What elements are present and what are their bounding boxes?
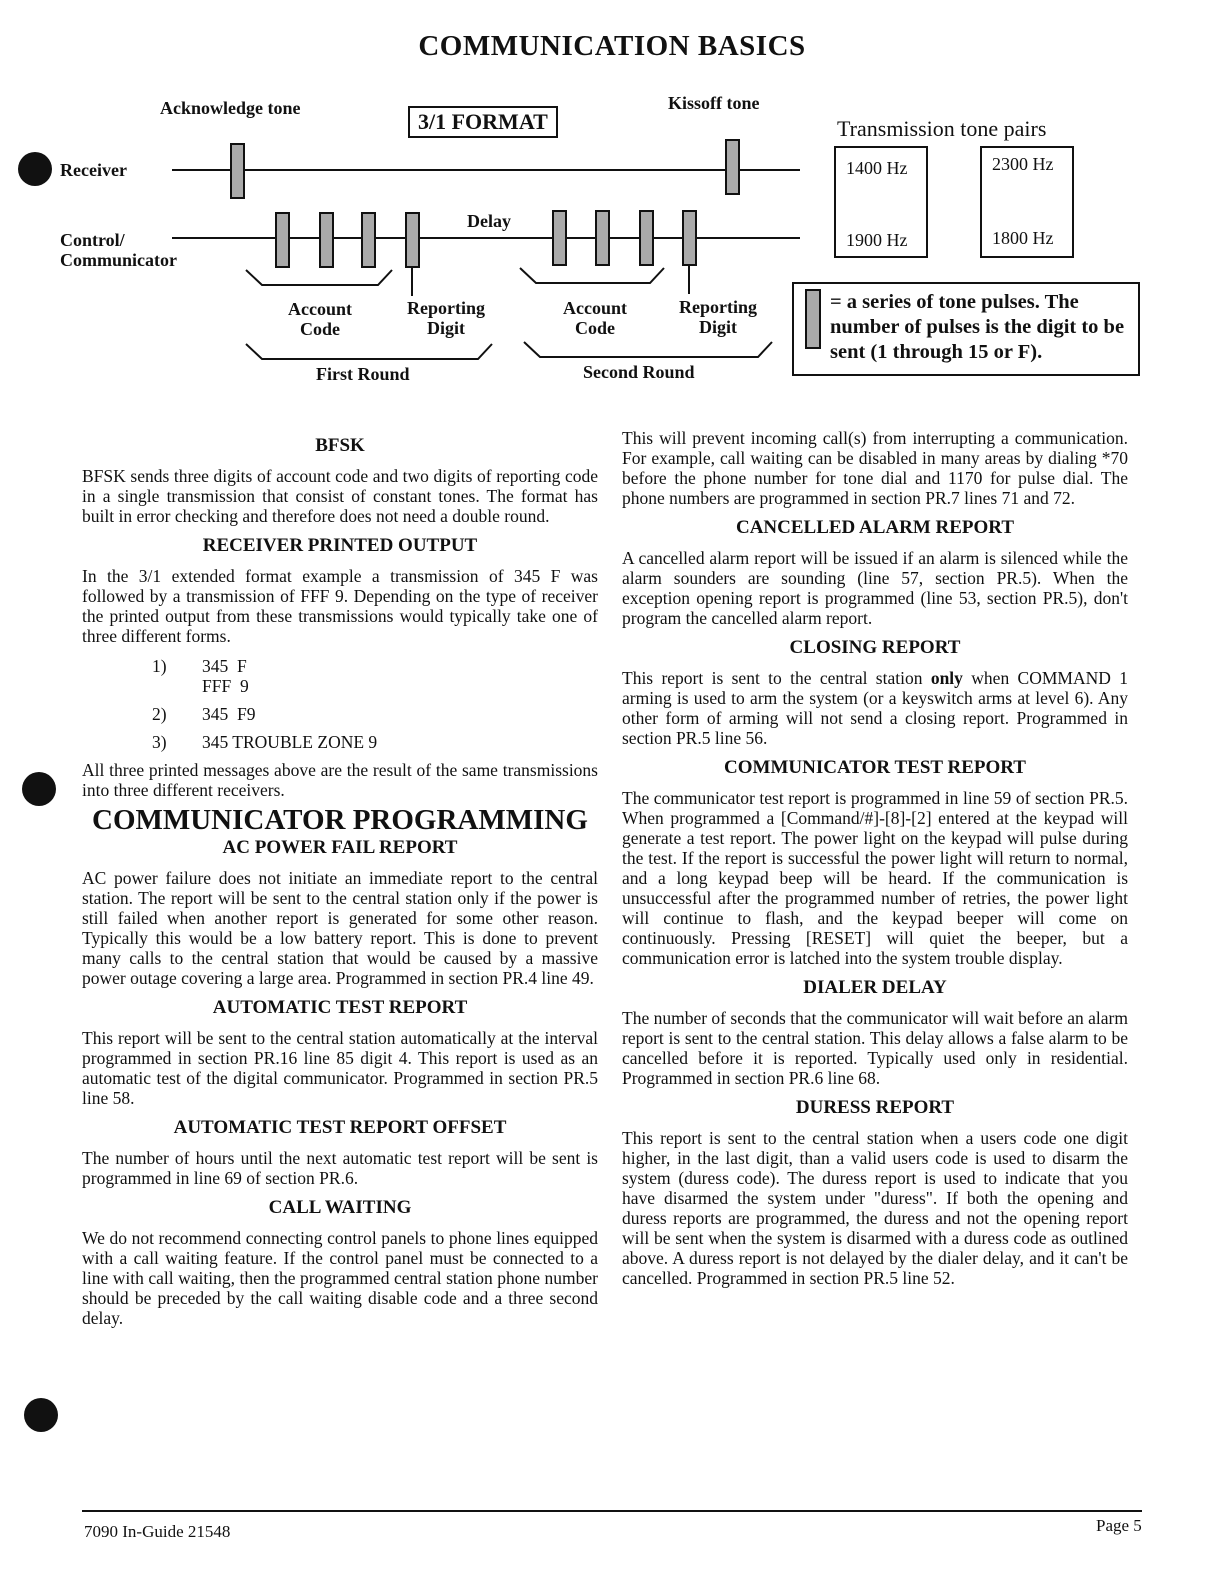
kissoff-pulse bbox=[726, 140, 739, 194]
pulse-r1-4 bbox=[406, 213, 419, 267]
list-item: 1) 345 F FFF 9 bbox=[152, 656, 249, 696]
call-waiting-text: We do not recommend connecting control panels to phone lines equipped with a call waiting feature. If the control panel must be connected to a line with call waiting, then the programmed central station phone number should be preceded by the call waiting disable code and a three second delay. bbox=[82, 1228, 598, 1328]
account-code-label-2: Account Code bbox=[563, 298, 627, 338]
ac-power-fail-text: AC power failure does not initiate an immediate report to the central station. The report will be sent to the central station only if the power is still failed when another report is generated for some other reason. Typically this would be a low battery report. This is done to prevent many calls to the central station that would be caused by a massive power outage covering a large area. Programmed in section PR.4 line 49. bbox=[82, 868, 598, 988]
closing-report-heading: CLOSING REPORT bbox=[789, 637, 961, 658]
footer-page-number: Page 5 bbox=[1096, 1516, 1142, 1535]
ac-power-fail-heading: AC POWER FAIL REPORT bbox=[222, 837, 458, 858]
automatic-test-report-text: This report will be sent to the central station automatically at the interval programmed in section PR.16 line 85 digit 4. This report is used as an automatic test of the digital communicator. Programmed in section PR.5 line 58. bbox=[82, 1028, 598, 1108]
reporting-digit-label-2: Reporting Digit bbox=[679, 297, 757, 337]
communicator-test-report-text: The communicator test report is programmed in line 59 of section PR.5. When programmed a [Command/#]-[8]-[2] entered at the keypad will generate a test report. The power light on the keypad will pulse during the test. If the report is successful the power light will return to normal, and a long keypad beep will be heard. If the communication is unsuccessful after the programmed number of retries, the power light will continue to flash, and the keypad beeper will come on continuously. Pressing [RESET] will quiet the beeper, but a communication error is latched into the system trouble display. bbox=[622, 788, 1128, 968]
left-column bbox=[82, 436, 598, 1338]
closing-report-text: This report is sent to the central station only when COMMAND 1 arming is used to arm the system (or a keyswitch arms at level 6). Any other form of arming will not send a closing report. Programmed in section PR.5 line 56. bbox=[622, 668, 1128, 748]
duress-report-text: This report is sent to the central station when a users code one digit higher, in the last digit, than a valid users code is used to disarm the system (duress code). The duress report is used to indicate that you have disarmed the system under "duress". If both the opening and duress reports are programmed, the duress and not the opening report will be sent when the system is disarmed with a duress code as outlined above. A duress report is not delayed by the dialer delay, and it can't be cancelled. Programmed in section PR.5 line 52. bbox=[622, 1128, 1128, 1288]
brace-account-code-1 bbox=[246, 270, 392, 285]
tone-pair-2-bottom: 1800 Hz bbox=[992, 228, 1054, 248]
bfsk-heading: BFSK bbox=[315, 435, 365, 456]
pulse-r2-2 bbox=[596, 211, 609, 265]
communicator-programming-heading: COMMUNICATOR PROGRAMMING bbox=[92, 804, 588, 836]
list-after-text: All three printed messages above are the result of the same transmissions into three different receivers. bbox=[82, 760, 598, 800]
tone-pair-2-box bbox=[980, 146, 1074, 258]
dialer-delay-heading: DIALER DELAY bbox=[803, 977, 947, 998]
format-label: 3/1 FORMAT bbox=[408, 106, 558, 138]
control-label: Control/ Communicator bbox=[60, 230, 177, 270]
tone-pair-1-box bbox=[834, 146, 928, 258]
kissoff-tone-label: Kissoff tone bbox=[668, 93, 760, 113]
first-round-label: First Round bbox=[316, 364, 410, 384]
tone-pair-1-top: 1400 Hz bbox=[846, 158, 908, 178]
footer-left: 7090 In-Guide 21548 bbox=[84, 1522, 231, 1541]
punch-hole-bottom bbox=[24, 1398, 58, 1432]
page-title: COMMUNICATION BASICS bbox=[418, 30, 806, 62]
account-code-label-1: Account Code bbox=[288, 299, 352, 339]
automatic-test-report-heading: AUTOMATIC TEST REPORT bbox=[212, 997, 468, 1018]
tone-pair-2-top: 2300 Hz bbox=[992, 154, 1054, 174]
receiver-label: Receiver bbox=[60, 160, 127, 180]
acknowledge-pulse bbox=[231, 144, 244, 198]
automatic-test-report-offset-heading: AUTOMATIC TEST REPORT OFFSET bbox=[173, 1117, 507, 1138]
call-waiting-heading: CALL WAITING bbox=[268, 1197, 412, 1218]
duress-report-heading: DURESS REPORT bbox=[795, 1097, 955, 1118]
dialer-delay-text: The number of seconds that the communicator will wait before an alarm report is sent to the central station. This delay allows a false alarm to be cancelled before it is reported. Typically used only in residential. Programmed in section PR.6 line 68. bbox=[622, 1008, 1128, 1088]
legend-box bbox=[792, 282, 1140, 376]
list-item: 2) 345 F9 bbox=[152, 704, 256, 724]
receiver-printed-output-text: In the 3/1 extended format example a transmission of 345 F was followed by a transmission of FFF 9. Depending on the type of receiver the printed output from these transmissions would typically take one of three different forms. bbox=[82, 566, 598, 646]
pulse-r2-3 bbox=[640, 211, 653, 265]
footer-rule bbox=[82, 1510, 1142, 1512]
list-item: 3) 345 TROUBLE ZONE 9 bbox=[152, 732, 378, 752]
delay-label: Delay bbox=[467, 211, 511, 231]
brace-account-code-2 bbox=[520, 268, 664, 283]
communicator-test-report-heading: COMMUNICATOR TEST REPORT bbox=[724, 757, 1026, 778]
pulse-r2-4 bbox=[683, 211, 696, 265]
pulse-r2-1 bbox=[553, 211, 566, 265]
second-round-label: Second Round bbox=[583, 362, 695, 382]
cancelled-alarm-report-heading: CANCELLED ALARM REPORT bbox=[735, 517, 1015, 538]
brace-second-round bbox=[524, 342, 772, 357]
automatic-test-report-offset-text: The number of hours until the next automatic test report will be sent is programmed in line 69 of section PR.6. bbox=[82, 1148, 598, 1188]
reporting-digit-label-1: Reporting Digit bbox=[407, 298, 485, 338]
right-column bbox=[622, 428, 1128, 1298]
acknowledge-tone-label: Acknowledge tone bbox=[160, 98, 301, 118]
call-waiting-continued-text: This will prevent incoming call(s) from interrupting a communication. For example, call waiting can be disabled in many areas by dialing *70 before the phone number for tone dial and 1170 for pulse dial. The phone numbers are programmed in section PR.7 lines 71 and 72. bbox=[622, 428, 1128, 508]
pulse-r1-2 bbox=[320, 213, 333, 267]
pulse-r1-1 bbox=[276, 213, 289, 267]
legend-text: = a series of tone pulses. The number of pulses is the digit to be sent (1 through 15 or F). bbox=[830, 291, 1125, 363]
receiver-printed-output-heading: RECEIVER PRINTED OUTPUT bbox=[202, 535, 478, 556]
brace-first-round bbox=[246, 344, 492, 359]
bfsk-text: BFSK sends three digits of account code and two digits of reporting code in a single transmission that consist of constant tones. The format has built in error checking and therefore does not need a double round. bbox=[82, 466, 598, 526]
cancelled-alarm-report-text: A cancelled alarm report will be issued if an alarm is silenced while the alarm sounders are sounding (line 57, section PR.5). When the exception opening report is programmed (line 53, section PR.5), don't program the cancelled alarm report. bbox=[622, 548, 1128, 628]
punch-hole-middle bbox=[22, 772, 56, 806]
pulse-r1-3 bbox=[362, 213, 375, 267]
tone-pairs-title: Transmission tone pairs bbox=[837, 116, 1047, 141]
tone-pair-1-bottom: 1900 Hz bbox=[846, 230, 908, 250]
